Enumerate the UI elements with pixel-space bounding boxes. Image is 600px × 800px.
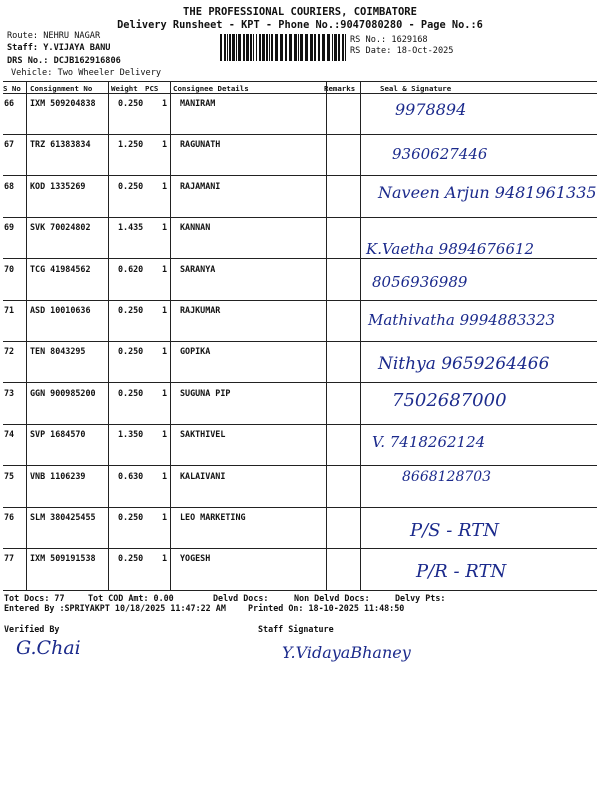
barcode-bar [253,34,254,61]
barcode-bar [259,34,261,61]
cell-pcs: 1 [162,553,168,564]
cell-consignment-no: SVK 70024802 [30,222,91,233]
table-row [0,135,600,176]
cell-pcs: 1 [162,470,168,481]
barcode-bar [327,34,330,61]
cell-consignee: RAJAMANI [180,180,221,191]
staff-handwritten-signature: Y.VidayaBhaney [282,643,411,662]
cell-pcs: 1 [162,222,168,233]
barcode-bar [345,34,346,61]
verifier-signature: G.Chai [16,637,81,659]
cell-handwritten-signature: K.Vaetha 9894676612 [366,240,535,259]
table-row [0,218,600,259]
cell-weight: 1.350 [118,429,144,440]
cell-consignee: SARANYA [180,263,216,274]
table-row [0,177,600,218]
cell-consignment-no: GGN 900985200 [30,387,96,398]
barcode-bar [289,34,292,61]
cell-pcs: 1 [162,429,168,440]
barcode-bar [285,34,287,61]
table-row [0,94,600,135]
cell-weight: 0.250 [118,553,144,564]
barcode-image [220,34,347,61]
route-label: Route: NEHRU NAGAR [7,31,101,41]
cell-handwritten-signature: 8056936989 [372,272,468,291]
cell-weight: 0.250 [118,346,144,357]
barcode-bar [250,34,252,61]
cell-pcs: 1 [162,139,168,150]
barcode-bar [220,34,222,61]
staff-label: Staff: Y.VIJAYA BANU [7,43,111,53]
cell-consignment-no: TCG 41984562 [30,263,91,274]
table-row [0,342,600,383]
table-row [0,384,600,425]
col-header-sno: S No [3,84,21,93]
cell-handwritten-signature: 9978894 [395,100,467,119]
barcode-bar [300,34,303,61]
barcode-bar [229,34,231,61]
cell-consignment-no: IXM 509204838 [30,98,96,108]
cell-sno: 73 [4,387,15,398]
cell-weight: 0.250 [118,180,144,191]
cell-handwritten-signature: Nithya 9659264466 [378,354,550,375]
printed-on: Printed On: 18-10-2025 11:48:50 [248,603,405,613]
cell-handwritten-signature: Mathivatha 9994883323 [368,311,556,329]
cell-consignment-no: TRZ 61383834 [30,139,91,150]
rs-date: RS Date: 18-Oct-2025 [350,46,454,56]
barcode-bar [224,34,226,61]
cell-sno: 75 [4,470,15,481]
barcode-bar [256,34,257,61]
entered-by: Entered By :SPRIYAKPT 10/18/2025 11:47:22 AM [4,603,226,613]
barcode-bar [294,34,297,61]
delivery-points: Delvy Pts: [395,593,446,603]
table-row [0,260,600,301]
cell-sno: 67 [4,139,15,150]
table-row [0,467,600,508]
cell-pcs: 1 [162,305,168,315]
barcode-bar [342,34,344,61]
barcode-bar [236,34,237,61]
total-cod-amount: Tot COD Amt: 0.00 [88,593,174,603]
cell-consignment-no: ASD 10010636 [30,305,91,315]
cell-weight: 1.435 [118,222,144,233]
vehicle-label: Vehicle: Two Wheeler Delivery [11,68,162,78]
cell-pcs: 1 [162,512,168,522]
barcode-bar [232,34,235,61]
rs-number: RS No.: 1629168 [350,35,428,45]
cell-weight: 1.250 [118,139,144,150]
cell-consignee: KANNAN [180,222,211,233]
cell-sno: 70 [4,263,15,274]
cell-pcs: 1 [162,180,168,191]
staff-signature-label: Staff Signature [258,624,334,634]
cell-consignment-no: IXM 509191538 [30,553,96,564]
barcode-bar [314,34,316,61]
cell-sno: 69 [4,222,15,233]
cell-consignee: RAGUNATH [180,139,221,150]
cell-consignment-no: SVP 1684570 [30,429,86,440]
cell-consignee: SUGUNA PIP [180,387,231,398]
barcode-bar [271,34,273,61]
cell-pcs: 1 [162,387,168,398]
cell-sno: 72 [4,346,15,357]
cell-handwritten-signature: P/S - RTN [410,520,500,541]
barcode-bar [310,34,313,61]
cell-consignee: YOGESH [180,553,211,564]
barcode-bar [275,34,278,61]
barcode-bar [322,34,325,61]
col-header-weight: Weight [111,84,138,93]
cell-weight: 0.620 [118,263,144,274]
delivered-docs: Delvd Docs: [213,593,269,603]
table-row [0,301,600,342]
table-row [0,508,600,549]
barcode-bar [269,34,270,61]
cell-sno: 71 [4,305,15,315]
cell-sno: 76 [4,512,15,522]
barcode-bar [318,34,320,61]
verified-by-label: Verified By [4,624,60,634]
barcode-bar [266,34,268,61]
barcode-bar [262,34,265,61]
cell-consignment-no: VNB 1106239 [30,470,86,481]
cell-sno: 77 [4,553,15,564]
col-header-remarks: Remarks [324,84,356,93]
col-header-pcs: PCS [145,84,159,93]
cell-consignee: LEO MARKETING [180,512,246,522]
cell-consignment-no: SLM 380425455 [30,512,96,522]
cell-sno: 74 [4,429,15,440]
cell-handwritten-signature: Naveen Arjun 9481961335 [378,182,597,202]
cell-pcs: 1 [162,263,168,274]
table-row [0,549,600,590]
cell-consignment-no: TEN 8043295 [30,346,86,357]
col-header-consignee: Consignee Details [173,84,249,93]
cell-weight: 0.250 [118,98,144,108]
cell-consignee: GOPIKA [180,346,211,357]
cell-handwritten-signature: 7502687000 [392,389,507,411]
company-title: THE PROFESSIONAL COURIERS, COIMBATORE [183,6,417,18]
table-row [0,425,600,466]
cell-handwritten-signature: P/R - RTN [416,561,507,583]
barcode-bar [227,34,228,61]
cell-handwritten-signature: 9360627446 [392,145,488,164]
cell-consignee: MANIRAM [180,98,216,108]
cell-pcs: 1 [162,346,168,357]
cell-consignment-no: KOD 1335269 [30,180,86,191]
cell-weight: 0.250 [118,387,144,398]
cell-weight: 0.630 [118,470,144,481]
barcode-bar [305,34,308,61]
cell-handwritten-signature: 8668128703 [402,468,492,485]
cell-consignee: KALAIVANI [180,470,226,481]
barcode-bar [238,34,241,61]
barcode-bar [332,34,333,61]
cell-sno: 68 [4,180,15,191]
col-header-consignment: Consignment No [30,84,93,93]
barcode-bar [280,34,283,61]
non-delivered-docs: Non Delvd Docs: [294,593,370,603]
col-header-signature: Seal & Signature [380,84,452,93]
table-top-border [3,81,597,82]
cell-consignee: RAJKUMAR [180,305,221,315]
runsheet-subtitle: Delivery Runsheet - KPT - Phone No.:9047080280 - Page No.:6 [117,19,483,31]
barcode-bar [246,34,249,61]
barcode-bar [334,34,337,61]
cell-weight: 0.250 [118,305,144,315]
barcode-bar [243,34,245,61]
cell-pcs: 1 [162,98,168,108]
drs-number: DRS No.: DCJB162916806 [7,56,121,66]
total-docs: Tot Docs: 77 [4,593,65,603]
cell-weight: 0.250 [118,512,144,522]
barcode-bar [298,34,299,61]
cell-sno: 66 [4,98,15,108]
barcode-bar [338,34,340,61]
cell-consignee: SAKTHIVEL [180,429,226,440]
cell-handwritten-signature: V. 7418262124 [372,433,486,452]
